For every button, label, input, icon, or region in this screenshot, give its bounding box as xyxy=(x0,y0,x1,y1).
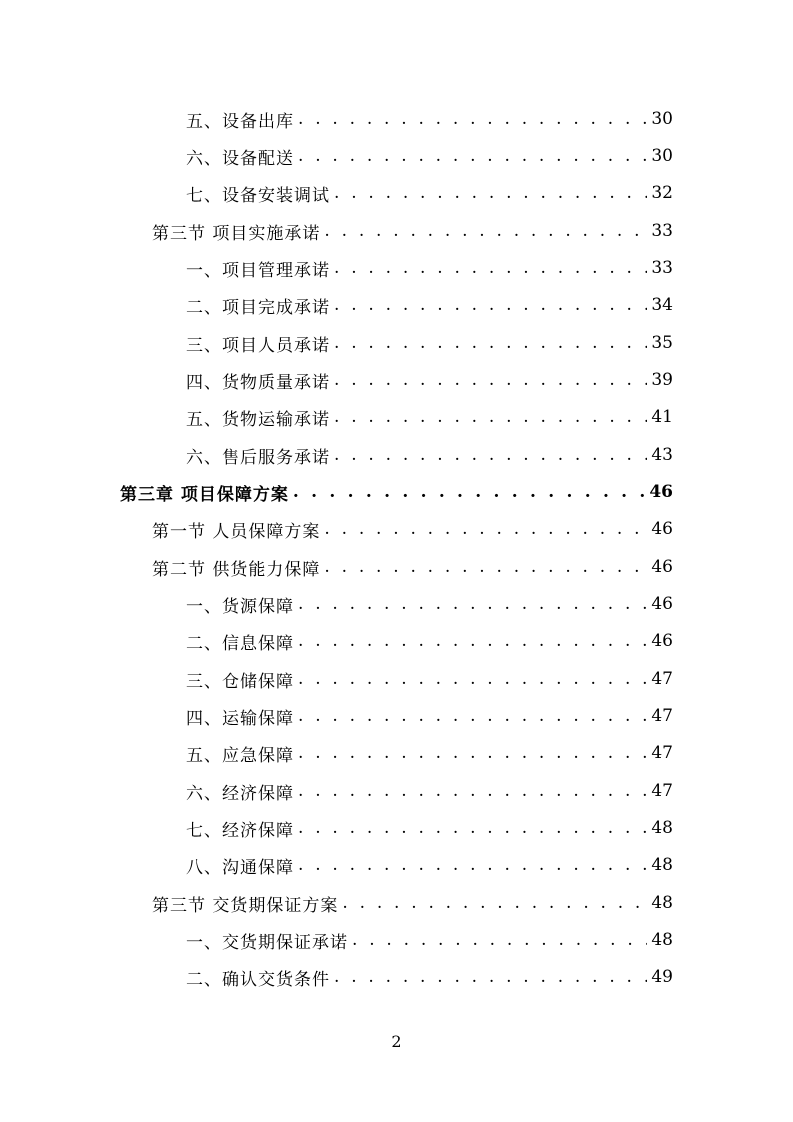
toc-entry-label: 四、运输保障 xyxy=(186,708,294,729)
toc-entry-label: 二、信息保障 xyxy=(186,633,294,654)
toc-entry-page: 46 xyxy=(651,631,673,651)
toc-entry-page: 47 xyxy=(651,669,673,689)
toc-entry-label: 七、经济保障 xyxy=(186,820,294,841)
toc-entry-label: 七、设备安装调试 xyxy=(186,185,330,206)
page-number: 2 xyxy=(391,1032,402,1051)
toc-entry[interactable] xyxy=(152,213,673,249)
toc-entry-page: 48 xyxy=(651,855,673,875)
toc-entry-label: 五、应急保障 xyxy=(186,745,294,766)
toc-leader-dots xyxy=(334,445,647,465)
toc-leader-dots xyxy=(334,295,647,315)
toc-entry-page: 43 xyxy=(651,445,673,465)
toc-leader-dots xyxy=(324,221,647,241)
toc-leader-dots xyxy=(334,333,647,353)
toc-entry-page: 49 xyxy=(651,967,673,987)
toc-entry[interactable] xyxy=(186,101,673,137)
toc-entry[interactable] xyxy=(186,175,673,211)
toc-entry[interactable] xyxy=(152,549,673,585)
toc-entry-page: 46 xyxy=(651,594,673,614)
toc-leader-dots xyxy=(298,743,647,763)
toc-entry-page: 47 xyxy=(651,781,673,801)
toc-entry[interactable] xyxy=(186,698,673,734)
toc-entry-page: 32 xyxy=(651,183,673,203)
toc-leader-dots xyxy=(324,557,647,577)
toc-entry[interactable] xyxy=(186,735,673,771)
toc-entry-page: 41 xyxy=(651,407,673,427)
toc-leader-dots xyxy=(293,482,645,502)
toc-entry[interactable] xyxy=(186,138,673,174)
toc-entry-page: 48 xyxy=(651,818,673,838)
toc-entry-label: 三、仓储保障 xyxy=(186,671,294,692)
toc-leader-dots xyxy=(334,258,647,278)
toc-entry-label: 八、沟通保障 xyxy=(186,857,294,878)
toc-entry-label: 四、货物质量承诺 xyxy=(186,372,330,393)
toc-entry-label: 一、货源保障 xyxy=(186,596,294,617)
toc-entry-label: 六、经济保障 xyxy=(186,783,294,804)
toc-entry-label: 第一节 人员保障方案 xyxy=(152,521,321,542)
toc-entry-page: 35 xyxy=(651,333,673,353)
toc-entry[interactable] xyxy=(186,287,673,323)
toc-entry-page: 33 xyxy=(651,258,673,278)
toc-entry-page: 48 xyxy=(651,930,673,950)
toc-leader-dots xyxy=(352,930,647,950)
toc-leader-dots xyxy=(334,407,647,427)
toc-entry[interactable] xyxy=(186,922,673,958)
toc-entry-page: 33 xyxy=(651,221,673,241)
toc-entry-page: 48 xyxy=(651,893,673,913)
toc-leader-dots xyxy=(334,183,647,203)
toc-leader-dots xyxy=(298,669,647,689)
toc-leader-dots xyxy=(298,706,647,726)
toc-entry[interactable] xyxy=(152,885,673,921)
toc-entry[interactable] xyxy=(186,773,673,809)
toc-entry[interactable] xyxy=(186,250,673,286)
toc-entry[interactable] xyxy=(186,810,673,846)
toc-entry-label: 二、确认交货条件 xyxy=(186,969,330,990)
toc-leader-dots xyxy=(342,893,647,913)
toc-leader-dots xyxy=(324,519,647,539)
toc-entry-label: 三、项目人员承诺 xyxy=(186,335,330,356)
toc-leader-dots xyxy=(298,594,647,614)
toc-entry[interactable] xyxy=(186,623,673,659)
toc-entry-page: 34 xyxy=(651,295,673,315)
toc-entry-label: 一、项目管理承诺 xyxy=(186,260,330,281)
toc-entry-page: 47 xyxy=(651,743,673,763)
toc-entry-page: 39 xyxy=(651,370,673,390)
toc-entry-label: 一、交货期保证承诺 xyxy=(186,932,348,953)
toc-entry[interactable] xyxy=(186,959,673,995)
toc-leader-dots xyxy=(298,146,647,166)
toc-entry[interactable] xyxy=(152,511,673,547)
toc-entry-page: 30 xyxy=(651,109,673,129)
toc-entry[interactable] xyxy=(186,437,673,473)
toc-entry[interactable] xyxy=(186,325,673,361)
toc-entry-page: 46 xyxy=(649,482,673,502)
toc-leader-dots xyxy=(298,781,647,801)
toc-entry-label: 六、设备配送 xyxy=(186,148,294,169)
toc-leader-dots xyxy=(334,370,647,390)
toc-entry[interactable] xyxy=(186,661,673,697)
toc-leader-dots xyxy=(298,855,647,875)
toc-entry[interactable] xyxy=(186,399,673,435)
toc-entry-page: 46 xyxy=(651,519,673,539)
toc-entry-page: 46 xyxy=(651,557,673,577)
toc-leader-dots xyxy=(334,967,647,987)
toc-leader-dots xyxy=(298,631,647,651)
toc-entry-label: 第二节 供货能力保障 xyxy=(152,559,321,580)
toc-entry[interactable] xyxy=(186,362,673,398)
toc-entry[interactable] xyxy=(186,586,673,622)
toc-entry-label: 五、设备出库 xyxy=(186,111,294,132)
toc-entry-chapter[interactable] xyxy=(120,474,673,510)
toc-entry-label: 二、项目完成承诺 xyxy=(186,297,330,318)
toc-entry-label: 五、货物运输承诺 xyxy=(186,409,330,430)
toc-leader-dots xyxy=(298,818,647,838)
toc-entry-label: 第三节 项目实施承诺 xyxy=(152,223,321,244)
toc-leader-dots xyxy=(298,109,647,129)
toc-entry[interactable] xyxy=(186,847,673,883)
toc-entry-page: 47 xyxy=(651,706,673,726)
toc-entry-label: 第三章 项目保障方案 xyxy=(120,484,289,505)
toc-entry-label: 六、售后服务承诺 xyxy=(186,447,330,468)
toc-entry-page: 30 xyxy=(651,146,673,166)
toc-entry-label: 第三节 交货期保证方案 xyxy=(152,895,339,916)
